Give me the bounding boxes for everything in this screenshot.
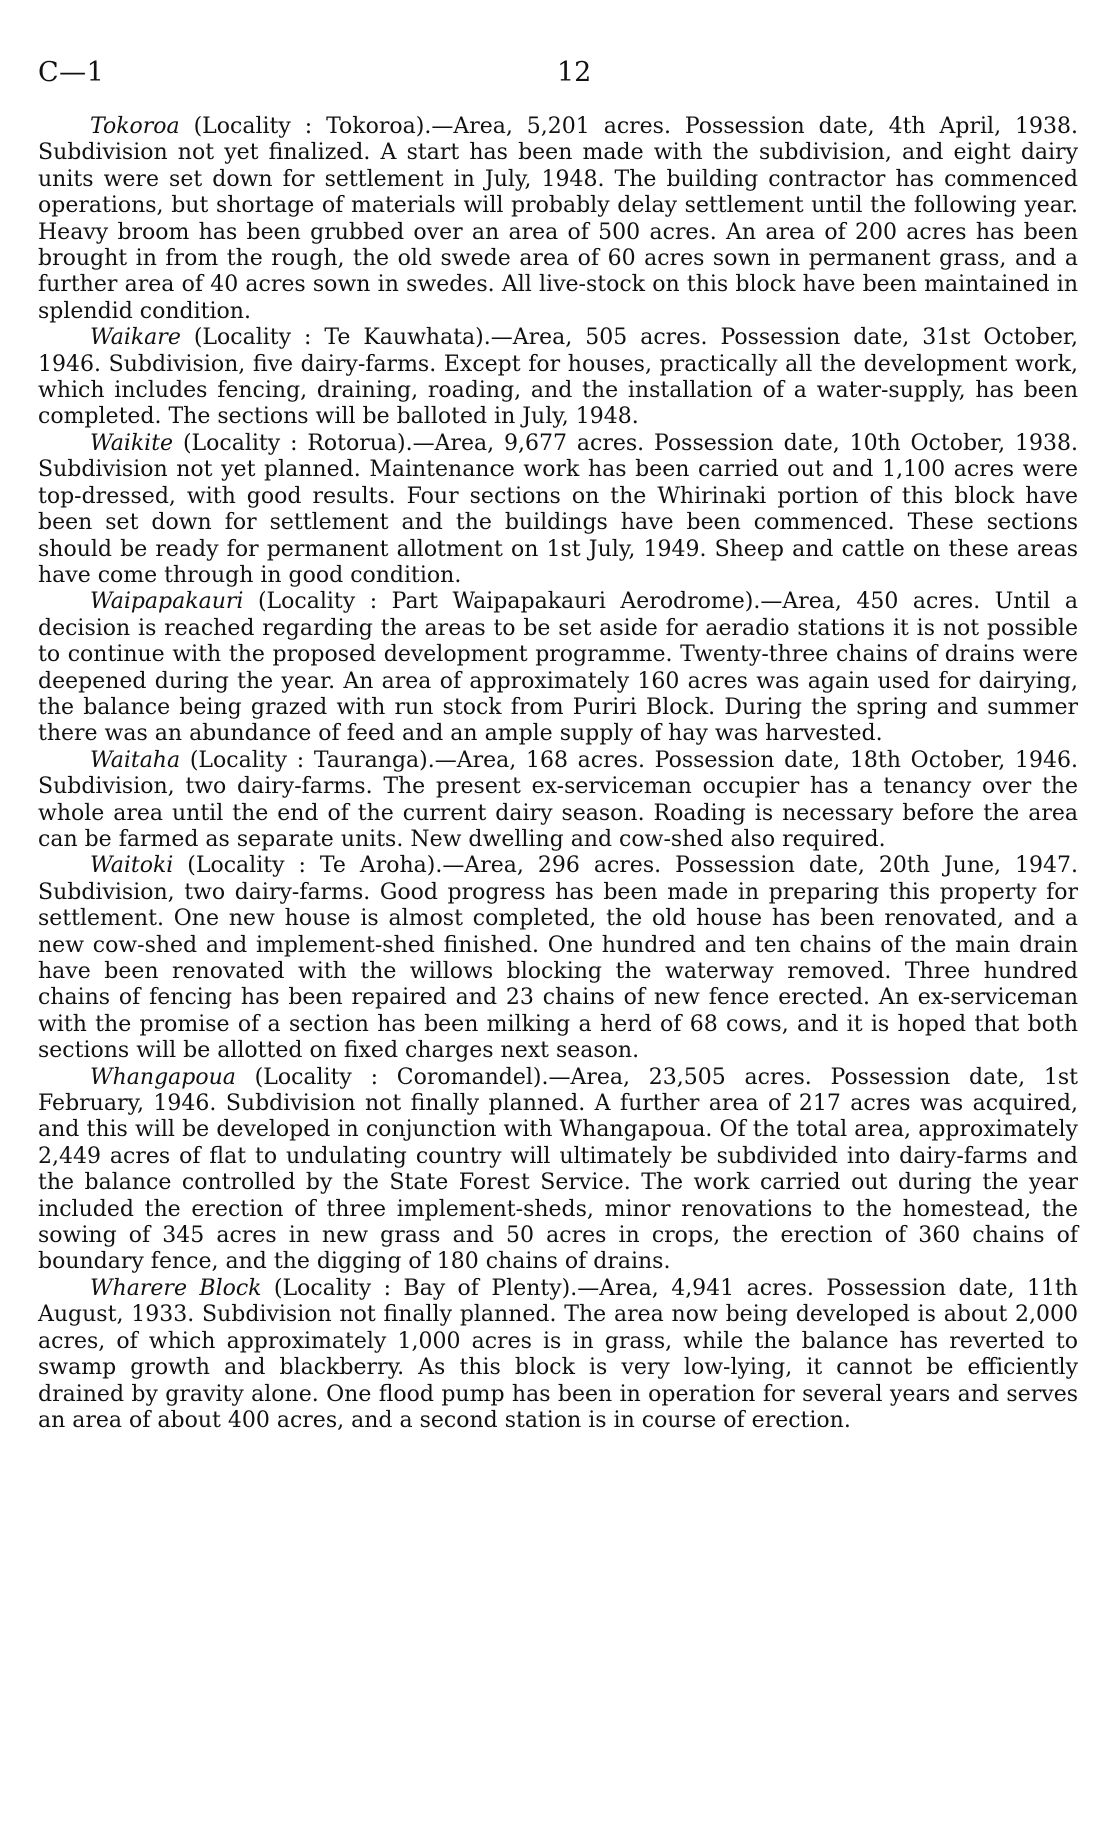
block-name: Waikare: [90, 325, 181, 351]
paragraph-wharere-block: [38, 1276, 1078, 1434]
paragraph-text: (Locality : Bay of Plenty).—Area, 4,941 acres. Possession date, 11th August, 1933. Subdivision not finally planned. The area now being developed is about 2,000 acres, of which approximately 1,000 acres is in grass, while the balance has reverted to swamp growth and blackberry. As this block is very low-lying, it cannot be efficiently drained by gravity alone. One flood pump has been in operation for several years and serves an area of about 400 acres, and a second station is in course of erection.: [38, 1275, 1078, 1433]
paragraph-waipapakauri: [38, 589, 1078, 747]
paragraph-text: (Locality : Te Aroha).—Area, 296 acres. Possession date, 20th June, 1947. Subdivision, two dairy-farms. Good progress has been made in preparing this property for settlement. One new house is almost completed, the old house has been renovated, and a new cow-shed and implement-shed finished. One hundred and ten chains of the main drain have been renovated with the willows blocking the waterway removed. Three hundred chains of fencing has been repaired and 23 chains of new fence erected. An ex-serviceman with the promise of a section has been milking a herd of 68 cows, and it is hoped that both sections will be allotted on fixed charges next season.: [38, 853, 1078, 1064]
paragraph-waitoki: [38, 853, 1078, 1064]
paragraph-text: (Locality : Tokoroa).—Area, 5,201 acres. Possession date, 4th April, 1938. Subdivision not yet finalized. A start has been made with the subdivision, and eight dairy units were set down for settlement in July, 1948. The building contractor has commenced operations, but shortage of materials will probably delay settlement until the following year. Heavy broom has been grubbed over an area of 500 acres. An area of 200 acres has been brought in from the rough, the old swede area of 60 acres sown in permanent grass, and a further area of 40 acres sown in swedes. All live-stock on this block have been maintained in splendid condition.: [38, 114, 1078, 324]
block-name: Wharere Block: [90, 1275, 262, 1301]
paragraph-tokoroa: [38, 114, 1078, 325]
paragraph-waikite: [38, 431, 1078, 589]
block-name: Waitaha: [90, 747, 181, 773]
paragraph-whangapoua: [38, 1065, 1078, 1276]
paragraph-text: (Locality : Part Waipapakauri Aerodrome).—Area, 450 acres. Until a decision is reached regarding the areas to be set aside for aeradio stations it is not possible to continue with the proposed development programme. Twenty-three chains of drains were deepened during the year. An area of approximately 160 acres was again used for dairying, the balance being grazed with run stock from Puriri Block. During the spring and summer there was an abundance of feed and an ample supply of hay was harvested.: [38, 589, 1078, 747]
paragraph-text: (Locality : Coromandel).—Area, 23,505 acres. Possession date, 1st February, 1946. Subdivision not finally planned. A further area of 217 acres was acquired, and this will be developed in conjunction with Whangapoua. Of the total area, approximately 2,449 acres of flat to undulating country will ultimately be subdivided into dairy-farms and the balance controlled by the State Forest Service. The work carried out during the year included the erection of three implement-sheds, minor renovations to the homestead, the sowing of 345 acres in new grass and 50 acres in crops, the erection of 360 chains of boundary fence, and the digging of 180 chains of drains.: [38, 1064, 1078, 1275]
page-header: [38, 58, 1078, 98]
block-name: Waitoki: [90, 853, 174, 879]
block-name: Tokoroa: [90, 114, 180, 139]
paragraph-waitaha: [38, 748, 1078, 854]
paragraph-text: (Locality : Te Kauwhata).—Area, 505 acres. Possession date, 31st October, 1946. Subdivision, five dairy-farms. Except for houses, practically all the development work, which includes fencing, draining, roading, and the installation of a water-supply, has been completed. The sections will be balloted in July, 1948.: [38, 325, 1078, 430]
paragraph-text: (Locality : Tauranga).—Area, 168 acres. Possession date, 18th October, 1946. Subdivision, two dairy-farms. The present ex-serviceman occupier has a tenancy over the whole area until the end of the current dairy season. Roading is necessary before the area can be farmed as separate units. New dwelling and cow-shed also required.: [38, 747, 1078, 852]
block-name: Waipapakauri: [90, 589, 244, 615]
block-name: Whangapoua: [90, 1064, 236, 1090]
paragraph-waikare: [38, 325, 1078, 431]
page-number: 12: [557, 57, 592, 88]
paragraph-text: (Locality : Rotorua).—Area, 9,677 acres. Possession date, 10th October, 1938. Subdivision not yet planned. Maintenance work has been carried out and 1,100 acres were top-dressed, with good results. Four sections on the Whirinaki portion of this block have been set down for settlement and the buildings have been commenced. These sections should be ready for permanent allotment on 1st July, 1949. Sheep and cattle on these areas have come through in good condition.: [38, 430, 1078, 588]
page-code: C—1: [38, 57, 105, 88]
page-body: [38, 114, 1078, 1434]
block-name: Waikite: [90, 430, 174, 456]
